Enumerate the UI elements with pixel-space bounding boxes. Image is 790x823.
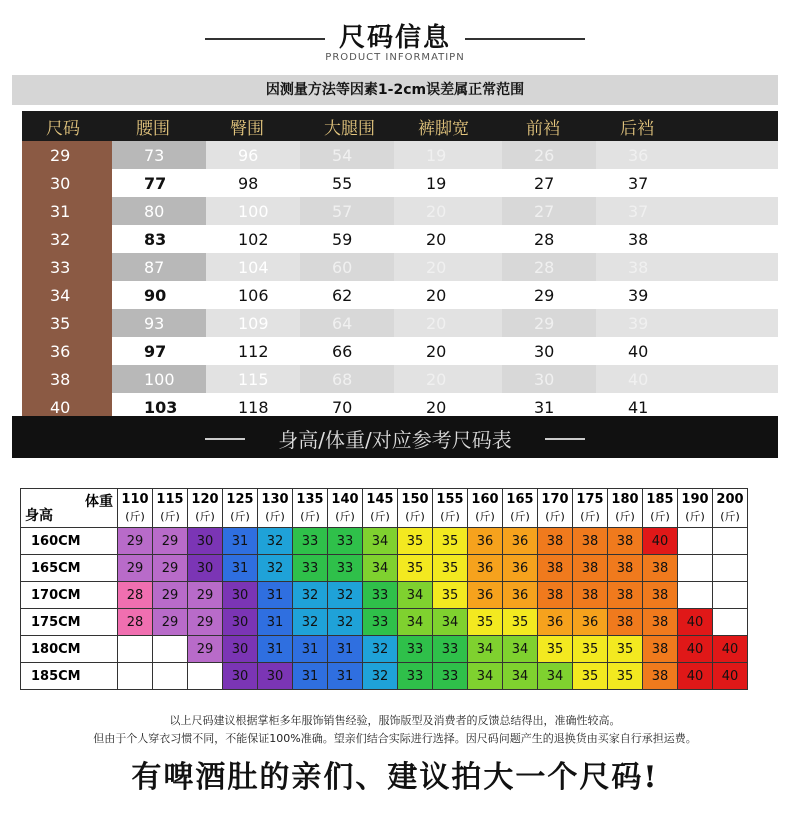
size-row xyxy=(22,169,778,197)
title-divider-right xyxy=(465,38,585,40)
weight-value: 145 xyxy=(366,492,394,507)
size-suggestion-cell: 28 xyxy=(118,582,153,609)
size-suggestion-cell: 30 xyxy=(188,555,223,582)
size-suggestion-cell: 32 xyxy=(363,636,398,663)
size-suggestion-cell: 38 xyxy=(573,528,608,555)
measurement-cell: 115 xyxy=(206,365,300,393)
size-suggestion-cell: 32 xyxy=(258,555,293,582)
size-suggestion-cell: 33 xyxy=(293,528,328,555)
size-suggestion-cell: 36 xyxy=(468,528,503,555)
weight-header xyxy=(258,489,293,528)
weight-value: 180 xyxy=(611,492,639,507)
weight-header xyxy=(608,489,643,528)
size-suggestion-cell: 31 xyxy=(258,636,293,663)
height-weight-table xyxy=(20,488,748,690)
measurement-cell: 20 xyxy=(394,281,502,309)
weight-value: 150 xyxy=(401,492,429,507)
size-suggestion-cell: 31 xyxy=(293,636,328,663)
weight-unit: (斤) xyxy=(160,510,180,523)
size-suggestion-cell xyxy=(118,663,153,690)
weight-header xyxy=(363,489,398,528)
size-suggestion-cell: 32 xyxy=(258,528,293,555)
title-divider-left xyxy=(205,38,325,40)
weight-value: 140 xyxy=(331,492,359,507)
size-suggestion-cell: 33 xyxy=(433,663,468,690)
size-suggestion-cell: 36 xyxy=(468,582,503,609)
size-suggestion-cell xyxy=(713,582,748,609)
footer-note-1: 以上尺码建议根据掌柜多年服饰销售经验，服饰版型及消费者的反馈总结得出，准确性较高。 xyxy=(169,714,621,727)
size-suggestion-cell: 35 xyxy=(433,582,468,609)
size-suggestion-cell: 35 xyxy=(433,555,468,582)
size-col-header: 裤脚宽 xyxy=(394,111,502,141)
height-row xyxy=(21,609,748,636)
size-row xyxy=(22,309,778,337)
weight-value: 190 xyxy=(681,492,709,507)
size-col-header: 臀围 xyxy=(206,111,300,141)
measurement-cell: 20 xyxy=(394,393,502,421)
height-label: 180CM xyxy=(21,636,118,663)
weight-unit: (斤) xyxy=(580,510,600,523)
weight-value: 170 xyxy=(541,492,569,507)
size-col-header: 后裆 xyxy=(596,111,778,141)
size-row xyxy=(22,365,778,393)
measurement-cell: 37 xyxy=(596,197,778,225)
measurement-cell: 68 xyxy=(300,365,394,393)
size-suggestion-cell: 33 xyxy=(433,636,468,663)
size-suggestion-cell: 30 xyxy=(258,663,293,690)
measurement-cell: 27 xyxy=(502,169,596,197)
size-suggestion-cell: 34 xyxy=(363,555,398,582)
measurement-cell: 73 xyxy=(112,141,206,169)
size-suggestion-cell: 33 xyxy=(328,528,363,555)
weight-value: 110 xyxy=(121,492,149,507)
size-suggestion-cell: 29 xyxy=(118,555,153,582)
size-suggestion-cell xyxy=(713,555,748,582)
size-suggestion-cell: 38 xyxy=(643,609,678,636)
size-suggestion-cell: 36 xyxy=(468,555,503,582)
weight-value: 165 xyxy=(506,492,534,507)
size-cell: 30 xyxy=(22,169,112,197)
measurement-cell: 40 xyxy=(596,365,778,393)
size-suggestion-cell: 33 xyxy=(328,555,363,582)
size-cell: 40 xyxy=(22,393,112,421)
weight-header xyxy=(468,489,503,528)
size-suggestion-cell: 35 xyxy=(573,663,608,690)
size-row xyxy=(22,253,778,281)
size-suggestion-cell: 34 xyxy=(468,663,503,690)
weight-unit: (斤) xyxy=(230,510,250,523)
measurement-cell: 118 xyxy=(206,393,300,421)
size-suggestion-cell: 31 xyxy=(328,636,363,663)
height-label: 175CM xyxy=(21,609,118,636)
size-suggestion-cell xyxy=(678,582,713,609)
weight-unit: (斤) xyxy=(615,510,635,523)
size-suggestion-cell: 40 xyxy=(643,528,678,555)
size-col-header: 尺码 xyxy=(22,111,112,141)
weight-value: 160 xyxy=(471,492,499,507)
height-row xyxy=(21,555,748,582)
size-suggestion-cell: 35 xyxy=(573,636,608,663)
size-col-header: 大腿围 xyxy=(300,111,394,141)
size-suggestion-cell: 35 xyxy=(468,609,503,636)
size-cell: 34 xyxy=(22,281,112,309)
measurement-cell: 20 xyxy=(394,253,502,281)
weight-unit: (斤) xyxy=(265,510,285,523)
size-suggestion-cell: 38 xyxy=(643,555,678,582)
reference-divider-left xyxy=(205,438,245,440)
size-suggestion-cell: 38 xyxy=(573,555,608,582)
measurement-cell: 29 xyxy=(502,309,596,337)
size-cell: 33 xyxy=(22,253,112,281)
measurement-cell: 100 xyxy=(206,197,300,225)
measurement-cell: 20 xyxy=(394,225,502,253)
weight-header xyxy=(118,489,153,528)
size-suggestion-cell xyxy=(118,636,153,663)
weight-unit: (斤) xyxy=(195,510,215,523)
measurement-cell: 106 xyxy=(206,281,300,309)
page-title: 尺码信息 xyxy=(338,23,451,53)
weight-header xyxy=(678,489,713,528)
size-suggestion-cell: 34 xyxy=(503,636,538,663)
height-row xyxy=(21,582,748,609)
size-suggestion-cell xyxy=(153,636,188,663)
size-suggestion-cell: 34 xyxy=(398,582,433,609)
measurement-cell: 102 xyxy=(206,225,300,253)
size-suggestion-cell: 38 xyxy=(608,555,643,582)
size-suggestion-cell: 38 xyxy=(608,582,643,609)
measurement-cell: 29 xyxy=(502,281,596,309)
measurement-cell: 112 xyxy=(206,337,300,365)
weight-header xyxy=(293,489,328,528)
size-suggestion-cell: 33 xyxy=(293,555,328,582)
size-suggestion-cell: 38 xyxy=(538,582,573,609)
size-suggestion-cell: 31 xyxy=(223,528,258,555)
size-suggestion-cell xyxy=(713,528,748,555)
size-suggestion-cell: 34 xyxy=(538,663,573,690)
weight-header xyxy=(433,489,468,528)
measurement-cell: 93 xyxy=(112,309,206,337)
weight-header xyxy=(188,489,223,528)
table-corner xyxy=(21,489,118,528)
size-suggestion-cell: 29 xyxy=(153,555,188,582)
footer-note-2: 但由于个人穿衣习惯不同，不能保证100%准确。望亲们结合实际进行选择。因尺码问题产生的退换货由买家自行承担运费。 xyxy=(93,732,697,745)
measurement-cell: 38 xyxy=(596,225,778,253)
size-suggestion-cell: 35 xyxy=(433,528,468,555)
size-suggestion-cell: 29 xyxy=(153,609,188,636)
size-suggestion-cell: 30 xyxy=(188,528,223,555)
size-suggestion-cell: 32 xyxy=(293,582,328,609)
measurement-cell: 87 xyxy=(112,253,206,281)
size-suggestion-cell: 33 xyxy=(363,582,398,609)
size-suggestion-cell: 36 xyxy=(573,609,608,636)
weight-value: 135 xyxy=(296,492,324,507)
measurement-cell: 41 xyxy=(596,393,778,421)
size-suggestion-cell: 40 xyxy=(678,663,713,690)
size-suggestion-cell: 33 xyxy=(398,636,433,663)
size-suggestion-cell: 29 xyxy=(188,609,223,636)
weight-unit: (斤) xyxy=(720,510,740,523)
size-suggestion-cell: 33 xyxy=(398,663,433,690)
measurement-cell: 55 xyxy=(300,169,394,197)
size-suggestion-cell: 31 xyxy=(258,609,293,636)
weight-value: 185 xyxy=(646,492,674,507)
size-suggestion-cell: 35 xyxy=(538,636,573,663)
weight-value: 130 xyxy=(261,492,289,507)
weight-value: 125 xyxy=(226,492,254,507)
height-label: 170CM xyxy=(21,582,118,609)
size-suggestion-cell: 29 xyxy=(188,636,223,663)
size-cell: 38 xyxy=(22,365,112,393)
weight-value: 200 xyxy=(716,492,744,507)
measurement-cell: 66 xyxy=(300,337,394,365)
size-suggestion-cell: 30 xyxy=(223,582,258,609)
height-row xyxy=(21,663,748,690)
size-cell: 31 xyxy=(22,197,112,225)
measurement-cell: 40 xyxy=(596,337,778,365)
measurement-cell: 30 xyxy=(502,337,596,365)
measurement-cell: 37 xyxy=(596,169,778,197)
measurement-cell: 70 xyxy=(300,393,394,421)
size-suggestion-cell xyxy=(188,663,223,690)
height-label: 185CM xyxy=(21,663,118,690)
weight-unit: (斤) xyxy=(125,510,145,523)
height-row xyxy=(21,528,748,555)
size-suggestion-cell: 29 xyxy=(118,528,153,555)
measurement-cell: 31 xyxy=(502,393,596,421)
size-suggestion-cell: 35 xyxy=(608,663,643,690)
measurement-note: 因测量方法等因素1-2cm误差属正常范围 xyxy=(12,75,778,105)
size-suggestion-cell: 34 xyxy=(398,609,433,636)
measurement-cell: 19 xyxy=(394,141,502,169)
weight-header xyxy=(223,489,258,528)
measurement-cell: 77 xyxy=(112,169,206,197)
size-suggestion-cell: 38 xyxy=(538,555,573,582)
size-suggestion-cell: 32 xyxy=(328,582,363,609)
size-suggestion-cell: 34 xyxy=(363,528,398,555)
measurement-cell: 20 xyxy=(394,337,502,365)
reference-title: 身高/体重/对应参考尺码表 xyxy=(278,428,512,452)
height-label: 165CM xyxy=(21,555,118,582)
size-suggestion-cell: 38 xyxy=(608,528,643,555)
reference-divider-right xyxy=(545,438,585,440)
size-suggestion-cell: 38 xyxy=(643,663,678,690)
size-suggestion-cell: 30 xyxy=(223,663,258,690)
weight-header xyxy=(398,489,433,528)
measurement-cell: 30 xyxy=(502,365,596,393)
size-suggestion-cell: 38 xyxy=(573,582,608,609)
weight-value: 120 xyxy=(191,492,219,507)
weight-header xyxy=(643,489,678,528)
weight-header xyxy=(713,489,748,528)
size-suggestion-cell: 40 xyxy=(713,663,748,690)
size-cell: 29 xyxy=(22,141,112,169)
size-suggestion-cell: 31 xyxy=(328,663,363,690)
height-row xyxy=(21,636,748,663)
measurement-cell: 20 xyxy=(394,365,502,393)
size-suggestion-cell: 31 xyxy=(293,663,328,690)
measurement-cell: 96 xyxy=(206,141,300,169)
height-label: 160CM xyxy=(21,528,118,555)
size-suggestion-cell: 31 xyxy=(223,555,258,582)
size-suggestion-cell: 38 xyxy=(608,609,643,636)
size-suggestion-cell: 38 xyxy=(643,636,678,663)
weight-unit: (斤) xyxy=(510,510,530,523)
measurement-cell: 100 xyxy=(112,365,206,393)
size-suggestion-cell: 38 xyxy=(643,582,678,609)
size-suggestion-cell: 33 xyxy=(363,609,398,636)
measurement-cell: 98 xyxy=(206,169,300,197)
size-table xyxy=(22,111,778,421)
weight-header xyxy=(328,489,363,528)
weight-header xyxy=(153,489,188,528)
measurement-cell: 104 xyxy=(206,253,300,281)
weight-value: 175 xyxy=(576,492,604,507)
measurement-cell: 62 xyxy=(300,281,394,309)
size-suggestion-cell xyxy=(678,528,713,555)
size-row xyxy=(22,337,778,365)
size-suggestion-cell: 40 xyxy=(713,636,748,663)
size-suggestion-cell: 32 xyxy=(363,663,398,690)
measurement-cell: 64 xyxy=(300,309,394,337)
size-suggestion-cell: 36 xyxy=(503,555,538,582)
weight-unit: (斤) xyxy=(335,510,355,523)
measurement-cell: 54 xyxy=(300,141,394,169)
measurement-cell: 27 xyxy=(502,197,596,225)
measurement-cell: 28 xyxy=(502,225,596,253)
weight-unit: (斤) xyxy=(440,510,460,523)
size-cell: 32 xyxy=(22,225,112,253)
measurement-cell: 57 xyxy=(300,197,394,225)
weight-value: 115 xyxy=(156,492,184,507)
size-row xyxy=(22,281,778,309)
size-row xyxy=(22,141,778,169)
corner-weight-label: 体重 xyxy=(85,494,113,510)
size-suggestion-cell: 35 xyxy=(608,636,643,663)
size-suggestion-cell: 29 xyxy=(153,528,188,555)
size-suggestion-cell: 30 xyxy=(223,609,258,636)
measurement-cell: 97 xyxy=(112,337,206,365)
weight-unit: (斤) xyxy=(545,510,565,523)
size-suggestion-cell: 34 xyxy=(503,663,538,690)
size-suggestion-cell: 35 xyxy=(398,555,433,582)
measurement-cell: 28 xyxy=(502,253,596,281)
size-suggestion-cell: 36 xyxy=(503,582,538,609)
size-suggestion-cell: 29 xyxy=(188,582,223,609)
size-suggestion-cell: 36 xyxy=(503,528,538,555)
measurement-cell: 26 xyxy=(502,141,596,169)
slogan: 有啤酒肚的亲们、建议拍大一个尺码! xyxy=(131,760,659,795)
weight-header xyxy=(538,489,573,528)
size-suggestion-cell: 28 xyxy=(118,609,153,636)
size-suggestion-cell: 29 xyxy=(153,582,188,609)
size-suggestion-cell: 38 xyxy=(538,528,573,555)
size-suggestion-cell xyxy=(678,555,713,582)
measurement-cell: 83 xyxy=(112,225,206,253)
size-suggestion-cell xyxy=(713,609,748,636)
measurement-cell: 59 xyxy=(300,225,394,253)
size-suggestion-cell: 34 xyxy=(433,609,468,636)
weight-header xyxy=(503,489,538,528)
size-suggestion-cell: 40 xyxy=(678,609,713,636)
weight-unit: (斤) xyxy=(475,510,495,523)
size-suggestion-cell: 40 xyxy=(678,636,713,663)
measurement-cell: 20 xyxy=(394,197,502,225)
size-suggestion-cell: 32 xyxy=(293,609,328,636)
measurement-cell: 60 xyxy=(300,253,394,281)
measurement-cell: 103 xyxy=(112,393,206,421)
weight-unit: (斤) xyxy=(405,510,425,523)
size-row xyxy=(22,225,778,253)
size-suggestion-cell xyxy=(153,663,188,690)
size-suggestion-cell: 35 xyxy=(503,609,538,636)
size-table-header xyxy=(22,111,778,141)
measurement-cell: 19 xyxy=(394,169,502,197)
size-suggestion-cell: 36 xyxy=(538,609,573,636)
size-col-header: 腰围 xyxy=(112,111,206,141)
size-cell: 35 xyxy=(22,309,112,337)
weight-unit: (斤) xyxy=(650,510,670,523)
measurement-cell: 20 xyxy=(394,309,502,337)
size-col-header: 前裆 xyxy=(502,111,596,141)
measurement-cell: 109 xyxy=(206,309,300,337)
measurement-cell: 36 xyxy=(596,141,778,169)
size-row xyxy=(22,197,778,225)
weight-unit: (斤) xyxy=(370,510,390,523)
size-suggestion-cell: 32 xyxy=(328,609,363,636)
size-suggestion-cell: 34 xyxy=(468,636,503,663)
weight-unit: (斤) xyxy=(685,510,705,523)
measurement-cell: 39 xyxy=(596,309,778,337)
size-cell: 36 xyxy=(22,337,112,365)
corner-height-label: 身高 xyxy=(25,508,53,524)
weight-header xyxy=(573,489,608,528)
size-suggestion-cell: 30 xyxy=(223,636,258,663)
measurement-cell: 38 xyxy=(596,253,778,281)
weight-unit: (斤) xyxy=(300,510,320,523)
weight-value: 155 xyxy=(436,492,464,507)
measurement-cell: 39 xyxy=(596,281,778,309)
size-suggestion-cell: 35 xyxy=(398,528,433,555)
page-subtitle: PRODUCT INFORMATIPN xyxy=(325,52,465,63)
measurement-cell: 80 xyxy=(112,197,206,225)
size-suggestion-cell: 31 xyxy=(258,582,293,609)
measurement-cell: 90 xyxy=(112,281,206,309)
